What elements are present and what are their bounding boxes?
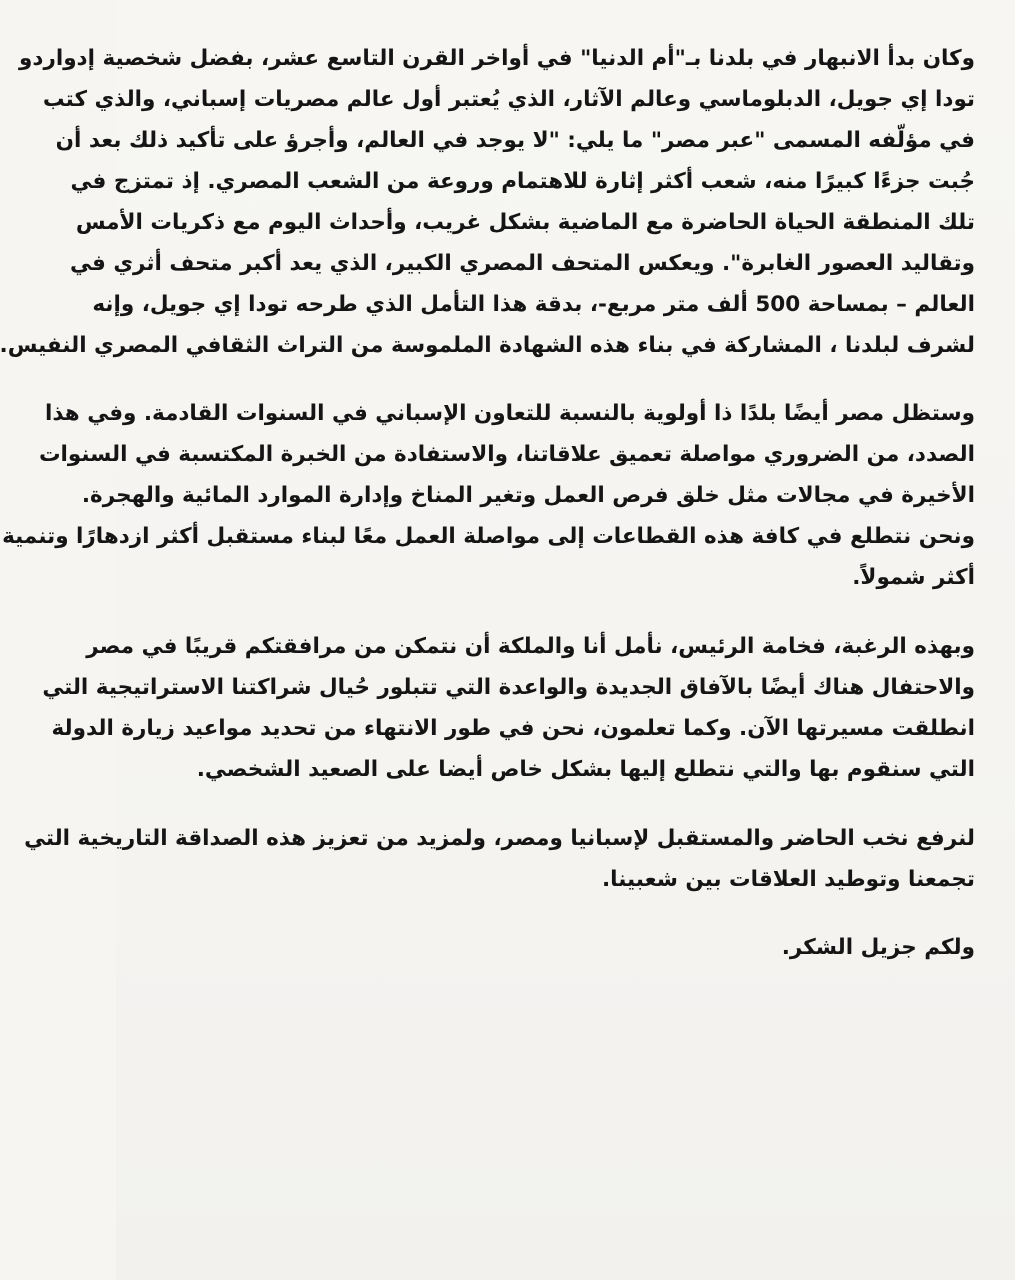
paragraph-line: وتقاليد العصور الغابرة". ويعكس المتحف المصري الكبير، الذي يعد أكبر متحف أثري في (70, 251, 975, 276)
paragraph-line: لشرف لبلدنا ، المشاركة في بناء هذه الشهادة الملموسة من التراث الثقافي المصري النفيس. (0, 333, 975, 358)
paragraph-line: تجمعنا وتوطيد العلاقات بين شعبينا. (602, 867, 975, 892)
paragraph-line: الأخيرة في مجالات مثل خلق فرص العمل وتغير المناخ وإدارة الموارد المائية والهجرة. (81, 483, 975, 508)
paragraph-line: تلك المنطقة الحياة الحاضرة مع الماضية بشكل غريب، وأحداث اليوم مع ذكريات الأمس (75, 210, 975, 235)
paragraph-line: أكثر شمولاً. (852, 565, 975, 590)
paragraph-4 (24, 818, 975, 900)
paragraph-line: لنرفع نخب الحاضر والمستقبل لإسبانيا ومصر، ولمزيد من تعزيز هذه الصداقة التاريخية التي (24, 826, 975, 851)
paragraph-line: التي سنقوم بها والتي نتطلع إليها بشكل خاص أيضا على الصعيد الشخصي. (196, 757, 975, 782)
closing-line (156, 927, 975, 968)
paragraph-line: تودا إي جويل، الدبلوماسي وعالم الآثار، الذي يُعتبر أول عالم مصريات إسباني، والذي كتب (42, 87, 975, 112)
paragraph-1 (0, 38, 975, 366)
paragraph-line: انطلقت مسيرتها الآن. وكما تعلمون، نحن في طور الانتهاء من تحديد مواعيد زيارة الدولة (51, 716, 975, 741)
paragraph-line: ونحن نتطلع في كافة هذه القطاعات إلى مواصلة العمل معًا لبناء مستقبل أكثر ازدهارًا وتنمية (2, 524, 975, 549)
paragraph-line: وستظل مصر أيضًا بلدًا ذا أولوية بالنسبة للتعاون الإسباني في السنوات القادمة. وفي هذا (45, 401, 975, 426)
paragraph-line: وبهذه الرغبة، فخامة الرئيس، نأمل أنا والملكة أن نتمكن من مرافقتكم قريبًا في مصر (86, 634, 975, 659)
paragraph-line: الصدد، من الضروري مواصلة تعميق علاقاتنا، والاستفادة من الخبرة المكتسبة في السنوات (38, 442, 975, 467)
paragraph-3 (42, 626, 975, 790)
paragraph-2 (2, 393, 975, 598)
paragraph-line: العالم – بمساحة 500 ألف متر مربع-، بدقة هذا التأمل الذي طرحه تودا إي جويل، وإنه (92, 292, 975, 317)
paragraph-line: والاحتفال هناك أيضًا بالآفاق الجديدة والواعدة التي تتبلور حُيال شراكتنا الاستراتيجية التي (42, 675, 975, 700)
paragraph-line: جُبت جزءًا كبيرًا منه، شعب أكثر إثارة للاهتمام وروعة من الشعب المصري. إذ تمتزج في (70, 169, 975, 194)
paragraph-line: وكان بدأ الانبهار في بلدنا بـ"أم الدنيا" في أواخر القرن التاسع عشر، بفضل شخصية إدواردو (19, 46, 975, 71)
speech-text (0, 38, 975, 991)
paragraph-line: في مؤلّفه المسمى "عبر مصر" ما يلي: "لا يوجد في العالم، وأجرؤ على تأكيد ذلك بعد أن (55, 128, 975, 153)
paragraph-line: ولكم جزيل الشكر. (781, 935, 975, 960)
